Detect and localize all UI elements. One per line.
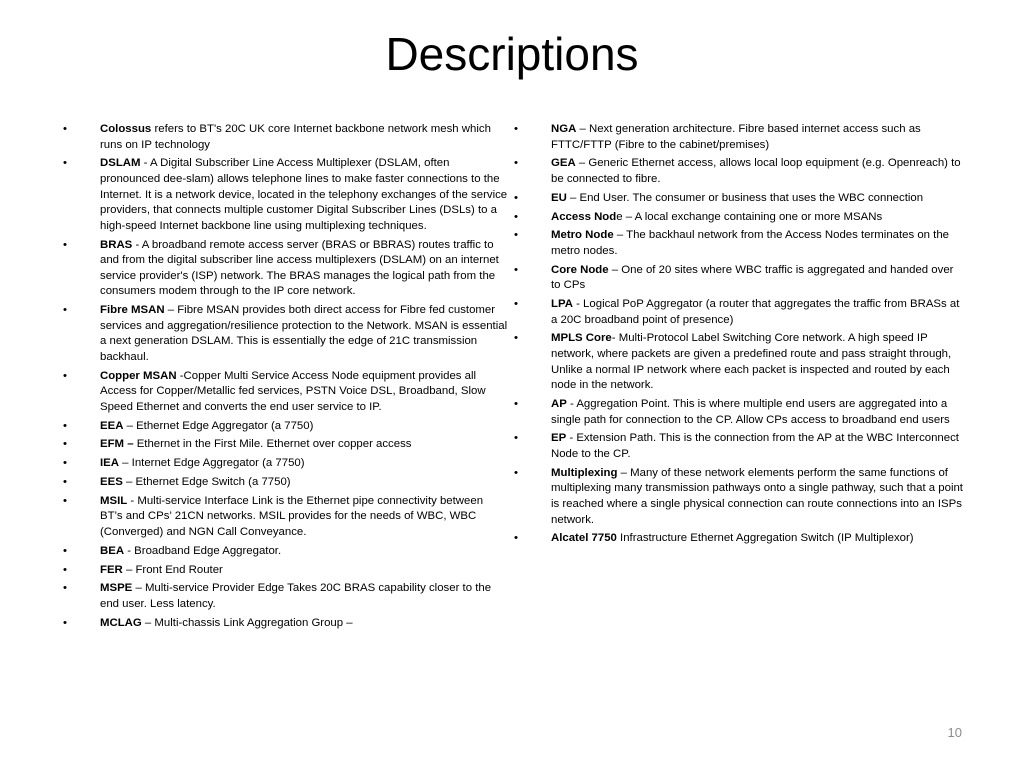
definition-item [58,419,508,435]
definition-item [58,563,508,579]
bullet-icon: • [63,616,67,629]
definition-item [58,494,508,541]
definition-term: FER [100,563,123,576]
definition-text: e – A local exchange containing one or more MSANs [616,210,883,223]
definition-text: – Multi-service Provider Edge Takes 20C BRAS capability closer to the end user. Less latency. [100,582,492,610]
definition-term: GEA [551,157,576,170]
right-definition-list [509,122,964,550]
bullet-icon: • [63,494,67,507]
definition-item [509,531,964,547]
definition-item [58,369,508,416]
definition-term: DSLAM [100,157,141,170]
definition-term: Access Nod [551,210,617,223]
bullet-icon: • [63,123,67,135]
definition-text: – Generic Ethernet access, allows local loop equipment (e.g. Openreach) to be connected to fibre. [551,157,961,185]
bullet-icon: • [514,532,518,545]
bullet-icon: • [514,157,518,170]
definition-item [58,156,508,234]
slide-title: Descriptions [385,28,639,80]
bullet-icon: • [514,432,518,445]
definition-term: AP [551,398,567,410]
definition-item [509,431,964,462]
definition-item [58,544,508,560]
definition-term: Copper MSAN [100,369,177,382]
definition-term: EES [100,475,123,488]
definition-item [509,263,964,294]
definition-text: – Fibre MSAN provides both direct access for Fibre fed customer services and aggregation/resilience protection to the Network. MSAN is essential a next generation DSLAM. This is essentially the edge of 21C transmission backhaul. [100,304,508,363]
bullet-icon: • [514,263,518,276]
definition-text: – End User. The consumer or business that uses the WBC connection [566,191,924,204]
bullet-icon: • [63,563,67,576]
definition-text: - Extension Path. This is the connection from the AP at the WBC Interconnect Node to the CP. [551,432,959,460]
definition-text: - Multi-service Interface Link is the Ethernet pipe connectivity between BT’s and CPs’ 21CN networks. MSIL provides for the needs of WBC, WBC (Converged) and NGN Call Conveyance. [100,494,484,538]
definition-text: – One of 20 sites where WBC traffic is aggregated and handed over to CPs [551,263,954,292]
definition-text: – Ethernet Edge Switch (a 7750) [122,475,291,488]
definition-text: -Copper Multi Service Access Node equipment provides all Access for Copper/Metallic fed services, PSTN Voice DSL, Broadband, Slow Speed Ethernet and converts the end user service to IP. [100,369,486,413]
definition-text: - Aggregation Point. This is where multiple end users are aggregated into a single path for connection to the CP. Allow CPs access to broadband end users [551,398,950,426]
definition-term: BEA [100,544,125,557]
bullet-icon: • [63,457,67,470]
definition-item [509,228,964,259]
definition-term: NGA [551,123,577,135]
bullet-icon: • [514,210,518,223]
bullet-icon: • [63,157,67,170]
definition-text: – Front End Router [122,563,223,576]
definition-text: – Many of these network elements perform the same functions of multiplexing many transmission pathways onto a single pathway, such that a point is reached where a single physical connection can route connections into an ISPs network. [551,466,963,526]
bullet-icon: • [514,466,518,479]
definition-item [58,303,508,365]
definition-item [58,581,508,612]
definition-term: BRAS [100,238,133,251]
definition-item [509,297,964,328]
bullet-icon: • [514,298,518,311]
definition-item [509,191,964,207]
definition-term: Colossus [100,123,152,135]
definition-term: IEA [100,457,119,470]
definition-text: – Multi-chassis Link Aggregation Group – [141,616,353,629]
definition-item [509,122,964,153]
definition-item [509,331,964,393]
definition-term: MPLS Core [551,332,612,345]
bullet-icon: • [514,229,518,242]
definition-text: - Multi-Protocol Label Switching Core network. A high speed IP network, where packets are given a predefined route and pass straight through, Unlike a normal IP network where each packet is inspected and routed by each node in the network. [551,332,952,392]
definition-term: EP [551,432,567,445]
bullet-icon: • [63,238,67,251]
left-definition-list [58,122,508,634]
definition-text: - A broadband remote access server (BRAS or BBRAS) routes traffic to and from the digital subscriber line access multiplexers (DSLAM) on an internet service provider's (ISP) network. The BRAS manages the logical path from the consumers modem through to the IP core network. [100,238,499,298]
definition-term: Core Node [551,263,609,276]
definition-text: – Internet Edge Aggregator (a 7750) [119,457,305,470]
definition-term: LPA [551,298,573,311]
definition-item [509,156,964,187]
definition-item [509,397,964,428]
definition-term: EFM – [100,438,134,451]
definition-item [58,616,508,632]
bullet-icon: • [63,438,67,451]
bullet-icon: • [63,475,67,488]
definition-term: Fibre MSAN [100,304,165,317]
definition-text: – Next generation architecture. Fibre based internet access such as FTTC/FTTP (Fibre to the cabinet/premises) [551,123,921,151]
bullet-icon: • [63,369,67,382]
definition-item [58,475,508,491]
bullet-icon: • [514,398,518,410]
bullet-icon: • [63,304,67,317]
definition-term: Multiplexing [551,466,618,479]
definition-term: MSPE [100,582,133,595]
bullet-icon: • [63,544,67,557]
definition-term: Metro Node [551,229,614,242]
definition-item [58,238,508,300]
definition-term: Alcatel 7750 [551,532,617,545]
bullet-icon: • [514,191,518,204]
definition-item [509,210,964,226]
definition-item [58,437,508,453]
definition-item [509,466,964,528]
definition-text: – The backhaul network from the Access Nodes terminates on the metro nodes. [551,229,950,257]
definition-text: - Broadband Edge Aggregator. [124,544,282,557]
definition-item [58,122,508,153]
definition-term: EEA [100,419,124,432]
definition-text: - Logical PoP Aggregator (a router that aggregates the traffic from BRASs at a 20C broadband point of presence) [551,298,960,326]
definition-text: Ethernet in the First Mile. Ethernet over copper access [133,438,412,451]
definition-term: MSIL [100,494,128,507]
definition-term: EU [551,191,567,204]
definition-text: – Ethernet Edge Aggregator (a 7750) [123,419,314,432]
definition-term: MCLAG [100,616,142,629]
bullet-icon: • [63,582,67,595]
definition-item [58,456,508,472]
bullet-icon: • [514,123,518,135]
definition-text: - A Digital Subscriber Line Access Multiplexer (DSLAM, often pronounced dee-slam) allows telephone lines to make faster connections to the Internet. It is a network device, located in the telephony exchanges of the service providers, that connects multiple customer Digital Subscriber Lines (DSLs) to a high-speed Internet backbone line using multiplexing techniques. [100,157,508,232]
bullet-icon: • [514,332,518,345]
page-number: 10 [947,725,962,740]
definition-text: Infrastructure Ethernet Aggregation Switch (IP Multiplexor) [616,532,914,545]
bullet-icon: • [63,419,67,432]
definition-text: refers to BT's 20C UK core Internet backbone network mesh which runs on IP technology [100,123,491,151]
